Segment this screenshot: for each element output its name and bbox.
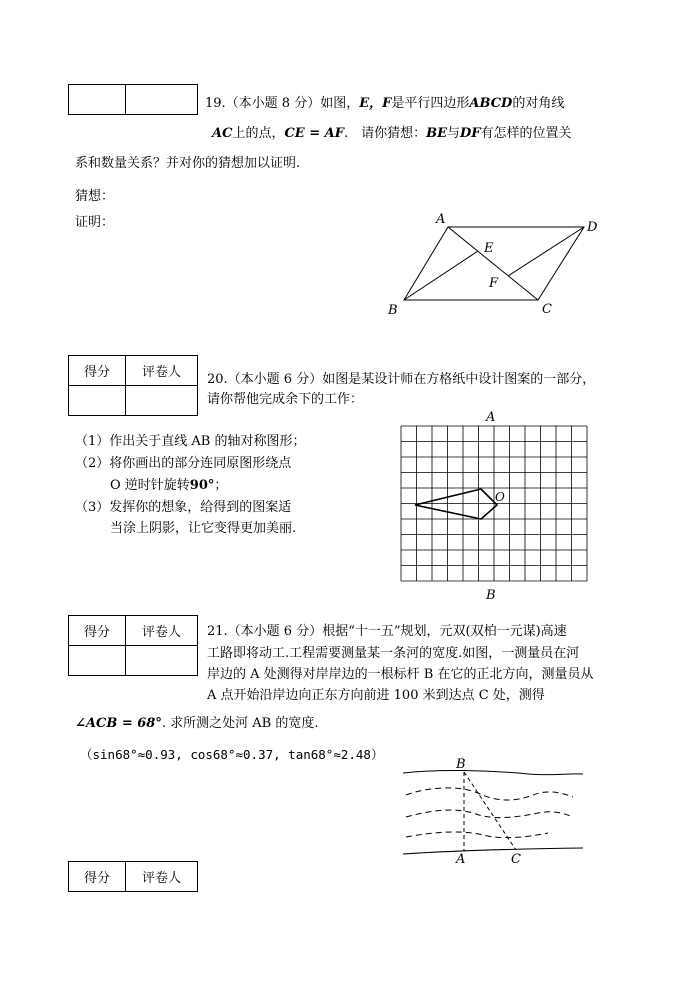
- label-c: C: [542, 302, 552, 317]
- q19-guess-label: 猜想：: [75, 189, 115, 204]
- score-box-22: [68, 861, 198, 892]
- q19-line1: [205, 92, 564, 111]
- segment-bc: [464, 772, 516, 850]
- grader-blank: [126, 646, 198, 676]
- river-figure: [398, 755, 588, 865]
- q20-line1: 20.（本小题 6 分）如图是某设计师在方格纸中设计图案的一部分，: [207, 372, 596, 387]
- label-a: A: [436, 212, 446, 227]
- river-label-a: A: [456, 852, 466, 867]
- q19-text: 有怎样的位置关: [480, 126, 572, 141]
- grid-lines: [401, 426, 587, 581]
- q19-text: 的对角线: [512, 96, 565, 111]
- q19-df: DF: [460, 126, 481, 141]
- q21-line5: [75, 712, 318, 731]
- q19-text: 与: [447, 126, 461, 141]
- grader-cell: [126, 85, 198, 115]
- label-f: F: [489, 276, 499, 291]
- score-cell: 得分: [69, 356, 126, 386]
- q20-item2a: （2）将你画出的部分连同原图形绕点: [75, 456, 292, 471]
- q21-line3: 岸边的 A 处测得对岸岸边的一根标杆 B 在它的正北方向，测量员从: [207, 667, 594, 682]
- q20-item2b: [110, 474, 227, 493]
- q19-ef: E，F: [359, 96, 392, 111]
- q21-angle: ∠ACB = 68°: [75, 716, 162, 731]
- kite-shape: [415, 489, 497, 519]
- north-bank: [403, 770, 583, 774]
- grader-cell: 评卷人: [126, 616, 198, 646]
- q19-line2: [212, 122, 572, 141]
- q20-item1: （1）作出关于直线 AB 的轴对称图形；: [75, 434, 306, 449]
- q20-angle: 90°: [189, 478, 215, 493]
- score-cell: 得分: [69, 616, 126, 646]
- grader-cell: 评卷人: [126, 356, 198, 386]
- q20-item3a: （3）发挥你的想象，给得到的图案适: [75, 500, 292, 515]
- q20-item3b: 当涂上阴影，让它变得更加美丽.: [110, 521, 297, 536]
- score-cell: [69, 85, 126, 115]
- q21-trig-values: （sin68°≈0.93, cos68°≈0.37, tan68°≈2.48）: [80, 747, 384, 762]
- q19-ce-af: CE = AF: [284, 126, 344, 141]
- label-b: B: [388, 303, 398, 318]
- grid-label-b: B: [486, 588, 496, 603]
- q21-line2: 工路即将动工.工程需要测量某一条河的宽度.如图，一测量员在河: [207, 646, 580, 661]
- q19-text: 上的点，: [232, 126, 285, 141]
- score-blank: [69, 646, 126, 676]
- q19-abcd: ABCD: [469, 96, 513, 111]
- south-bank: [403, 848, 583, 854]
- wave-line: [406, 788, 573, 800]
- segment-be: [404, 251, 478, 300]
- segment-df: [508, 227, 584, 276]
- q19-text: 是平行四边形: [391, 96, 470, 111]
- q20-text: ；: [214, 478, 228, 493]
- q19-ac: AC: [212, 126, 233, 141]
- grid-label-o: O: [495, 490, 505, 504]
- q19-line3: 系和数量关系？并对你的猜想加以证明.: [75, 156, 301, 171]
- score-box-21: [68, 615, 198, 676]
- river-label-b: B: [456, 757, 466, 772]
- score-box-20: [68, 355, 198, 416]
- q19-text: 19.（本小题 8 分）如图，: [205, 96, 360, 111]
- wave-line: [406, 810, 573, 818]
- q21-text: . 求所测之处河 AB 的宽度.: [161, 716, 319, 731]
- grader-cell: 评卷人: [126, 862, 198, 892]
- q19-proof-label: 证明：: [75, 215, 115, 230]
- q21-line4: A 点开始沿岸边向正东方向前进 100 米到达点 C 处，测得: [207, 688, 545, 703]
- q20-line2: 请你帮他完成余下的工作：: [207, 392, 364, 407]
- score-box-19: [68, 84, 198, 115]
- q21-line1: 21.（本小题 6 分）根据“十一五”规划，元双(双柏一元谋)高速: [207, 624, 567, 639]
- q20-text: O 逆时针旋转: [110, 478, 190, 493]
- parallelogram-figure: [380, 205, 610, 320]
- river-label-c: C: [511, 852, 521, 867]
- label-e: E: [484, 241, 494, 256]
- score-cell: 得分: [69, 862, 126, 892]
- q19-text: . 请你猜想：: [343, 126, 427, 141]
- grid-figure: [395, 405, 605, 605]
- grid-label-a: A: [486, 410, 496, 425]
- q19-be: BE: [426, 126, 448, 141]
- score-blank: [69, 386, 126, 416]
- wave-line: [406, 832, 548, 838]
- label-d: D: [587, 220, 598, 235]
- grader-blank: [126, 386, 198, 416]
